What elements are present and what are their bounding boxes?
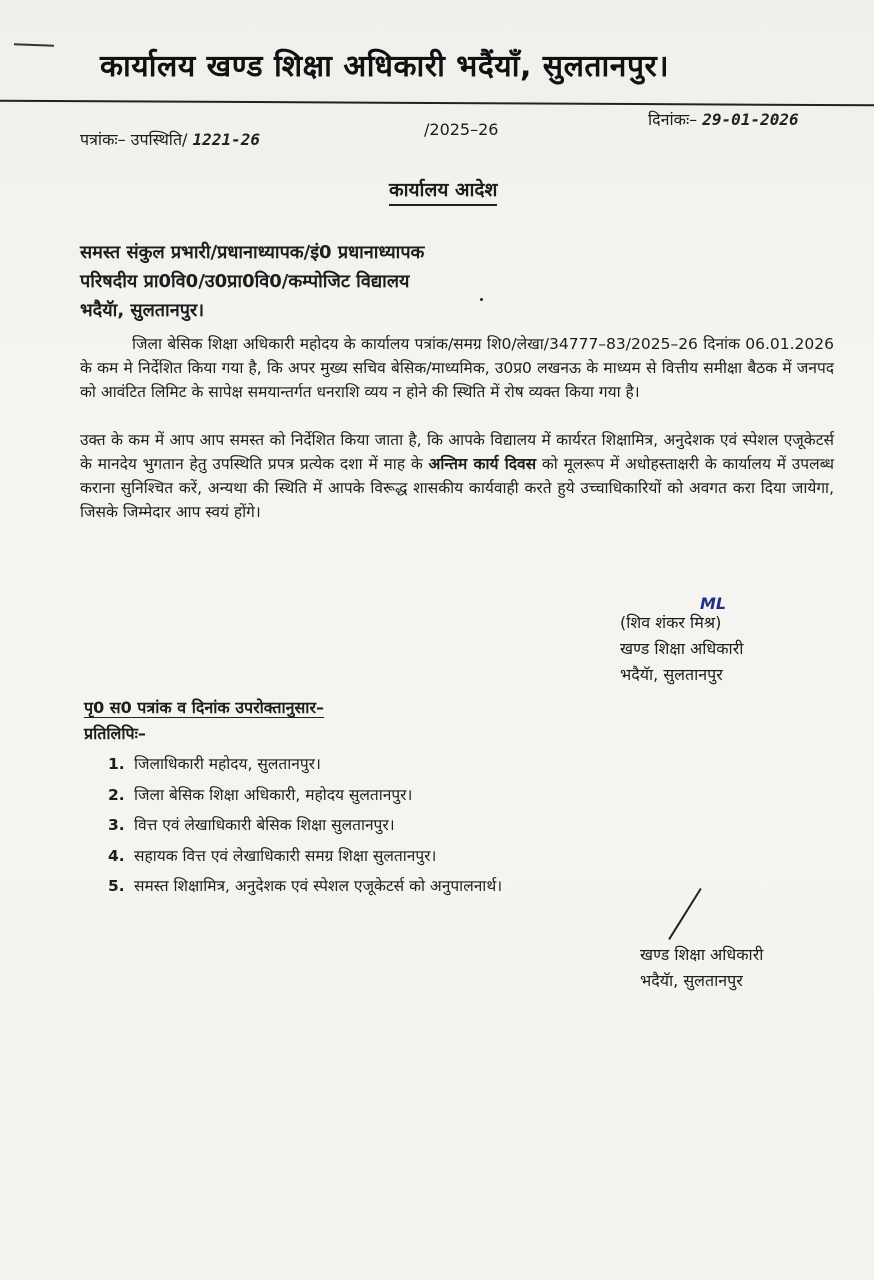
- ink-dot: [480, 298, 483, 301]
- reference-handwritten-number: 1221-26: [192, 130, 260, 149]
- list-item: [108, 783, 502, 814]
- list-item: [108, 844, 502, 875]
- list-item: [108, 874, 502, 905]
- office-title: कार्यालय खण्ड शिक्षा अधिकारी भदैंयाँ, सुलतानपुर।: [100, 49, 670, 84]
- para2-text: को मूलरूप में अधोहस्ताक्षरी के कार्यालय में उपलब्ध कराना सुनिश्चित करें, अन्यथा की स्थिति में आपके विरूद्ध शासकीय कार्यवाही करते हुये उच्चाधिकारियों को अवगत करा दिया जायेगा, जिसके जिम्मेदार आप स्वयं होंगे।: [80, 455, 835, 521]
- list-number: 5.: [108, 877, 125, 895]
- body-paragraph-2: [80, 428, 834, 524]
- date-label: दिनांकः–: [648, 110, 698, 129]
- list-number: 2.: [108, 785, 125, 804]
- signature-block-1: [620, 610, 743, 688]
- para2-text: उक्त के कम में आप आप समस्त को निर्देशित किया जाता है, कि आपके विद्यालय में कार्यरत शिक्षामित्र, अनुदेशक एवं स्पेशल एजूकेटर्स के मानदेय भुगतान हेतु उपस्थिति प्रपत्र प्रत्येक दशा में माह के: [80, 431, 834, 473]
- signature-stroke: [668, 888, 701, 940]
- copy-list: [108, 752, 502, 905]
- addressee-line: समस्त संकुल प्रभारी/प्रधानाध्यापक/इं0 प्रधानाध्यापक: [80, 242, 425, 263]
- order-heading: कार्यालय आदेश: [389, 176, 497, 206]
- para2-bold-text: अन्तिम कार्य दिवस: [428, 455, 537, 473]
- copy-reference-text: पृ0 स0 पत्रांक व दिनांक उपरोक्तानुसार–: [84, 698, 324, 717]
- copy-label: प्रतिलिपिः–: [84, 724, 146, 743]
- addressee-line: परिषदीय प्रा0वि0/उ0प्रा0वि0/कम्पोजिट विद्यालय: [80, 271, 410, 292]
- list-text: समस्त शिक्षामित्र, अनुदेशक एवं स्पेशल एजूकेटर्स को अनुपालनार्थ।: [134, 877, 503, 895]
- list-number: 3.: [108, 816, 125, 834]
- list-number: 4.: [108, 846, 125, 865]
- copy-reference: [84, 696, 324, 718]
- addressee-line: भदैयॅा, सुलतानपुर।: [80, 300, 205, 321]
- date-handwritten-value: 29-01-2026: [702, 110, 799, 129]
- handwritten-initials: ML: [700, 594, 727, 613]
- list-text: वित्त एवं लेखाधिकारी बेसिक शिक्षा सुलतानपुर।: [134, 816, 395, 834]
- signature-block-2: [640, 942, 763, 994]
- list-text: जिलाधिकारी महोदय, सुलतानपुर।: [134, 755, 321, 773]
- reference-number: [80, 128, 260, 150]
- signatory-location: भदैयॅा, सुलतानपुर: [620, 665, 723, 684]
- signatory-designation: खण्ड शिक्षा अधिकारी: [640, 945, 764, 964]
- signatory-name: (शिव शंकर मिश्र): [620, 613, 722, 632]
- pen-mark: [14, 43, 54, 46]
- list-item: [108, 752, 502, 783]
- reference-date: [648, 108, 799, 130]
- list-number: 1.: [108, 755, 125, 773]
- signatory-designation: खण्ड शिक्षा अधिकारी: [620, 639, 744, 658]
- list-text: जिला बेसिक शिक्षा अधिकारी, महोदय सुलतानपुर।: [134, 785, 413, 804]
- signatory-location: भदैयॅा, सुलतानपुर: [640, 971, 743, 990]
- body-paragraph-1: जिला बेसिक शिक्षा अधिकारी महोदय के कार्यालय पत्रांक/समग्र शि0/लेखा/34777–83/2025–26 दिनांक 06.01.2026 के कम मे निर्देशित किया गया है, कि अपर मुख्य सचिव बेसिक/माध्यमिक, उ0प्र0 लखनऊ के माध्यम से वित्तीय समीक्षा बैठक में जनपद को आवंटित लिमिट के सापेक्ष समयान्तर्गत धनराशि व्यय न होने की स्थिति में रोष व्यक्त किया गया है।: [80, 335, 834, 401]
- addressee-block: [80, 238, 424, 325]
- header-rule: [0, 100, 874, 107]
- list-item: [108, 813, 502, 844]
- list-text: सहायक वित्त एवं लेखाधिकारी समग्र शिक्षा सुलतानपुर।: [134, 846, 437, 865]
- reference-prefix: पत्रांकः– उपस्थिति/: [80, 130, 188, 149]
- reference-session: /2025–26: [424, 120, 499, 139]
